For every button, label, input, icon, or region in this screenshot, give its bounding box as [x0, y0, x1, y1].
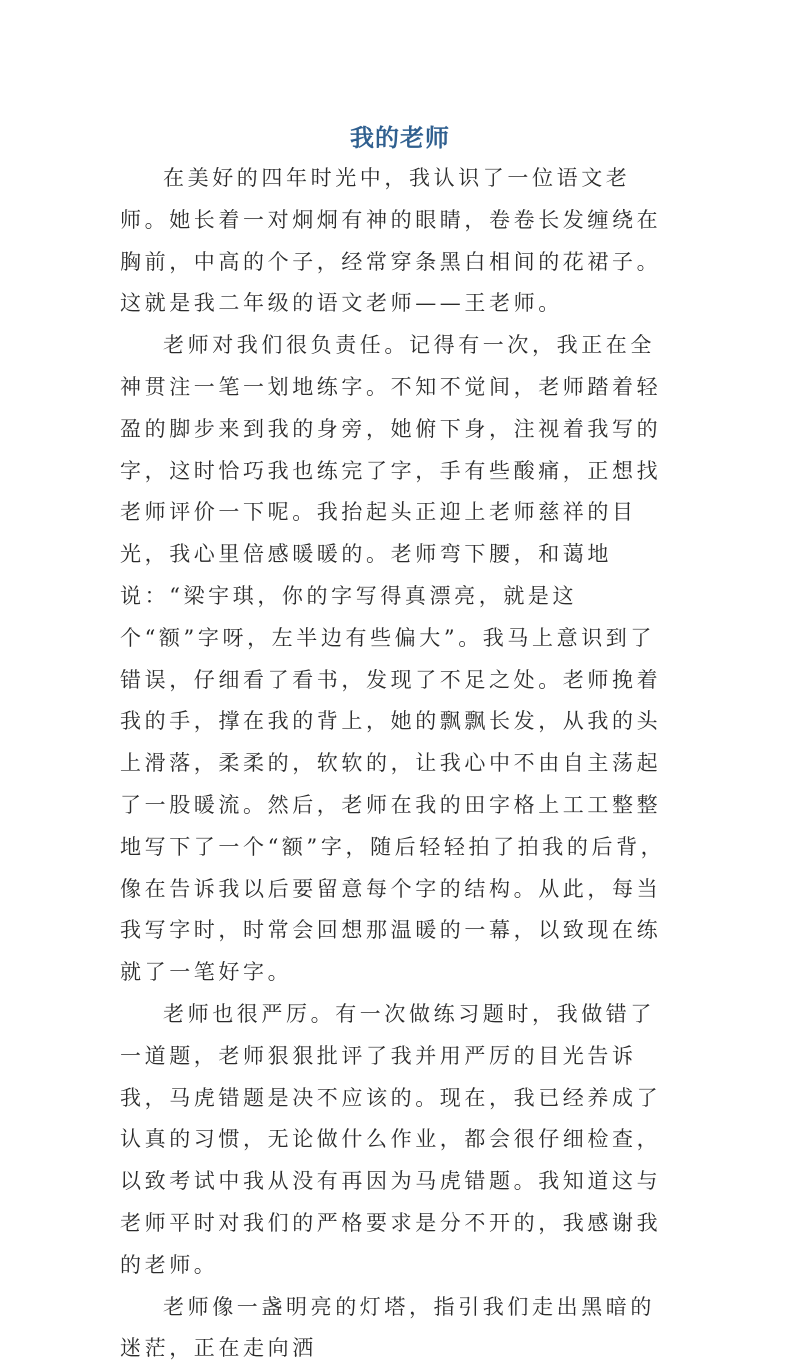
paragraph-strict: 老师也很严厉。有一次做练习题时，我做错了一道题，老师狠狠批评了我并用严厉的目光告诉我，马虎错题是决不应该的。现在，我已经养成了认真的习惯，无论做什么作业，都会很仔细检查，以致考试中我从没有再因为马虎错题。我知道这与老师平时对我们的严格要求是分不开的，我感谢我的老师。: [120, 1001, 662, 1277]
document-page: [120, 118, 668, 1370]
paragraph-lighthouse: 老师像一盏明亮的灯塔，指引我们走出黑暗的迷茫，正在走向洒: [120, 1294, 655, 1361]
paragraph-responsible: 老师对我们很负责任。记得有一次，我正在全神贯注一笔一划地练字。不知不觉间，老师踏着轻盈的脚步来到我的身旁，她俯下身，注视着我写的字，这时恰巧我也练完了字，手有些酸痛，正想找老师评价一下呢。我抬起头正迎上老师慈祥的目光，我心里倍感暖暖的。老师弯下腰，和蔼地说：“梁宇琪，你的字写得真漂亮，就是这个“额”字呀，左半边有些偏大”。我马上意识到了错误，仔细看了看书，发现了不足之处。老师挽着我的手，撑在我的背上，她的飘飘长发，从我的头上滑落，柔柔的，软软的，让我心中不由自主荡起了一股暖流。然后，老师在我的田字格上工工整整地写下了一个“额”字，随后轻轻拍了拍我的后背，像在告诉我以后要留意每个字的结构。从此，每当我写字时，时常会回想那温暖的一幕，以致现在练就了一笔好字。: [120, 333, 666, 985]
paragraph-intro: 在美好的四年时光中，我认识了一位语文老师。她长着一对炯炯有神的眼睛，卷卷长发缠绕在胸前，中高的个子，经常穿条黑白相间的花裙子。这就是我二年级的语文老师——王老师。: [120, 166, 662, 316]
document-title: 我的老师: [350, 123, 450, 152]
